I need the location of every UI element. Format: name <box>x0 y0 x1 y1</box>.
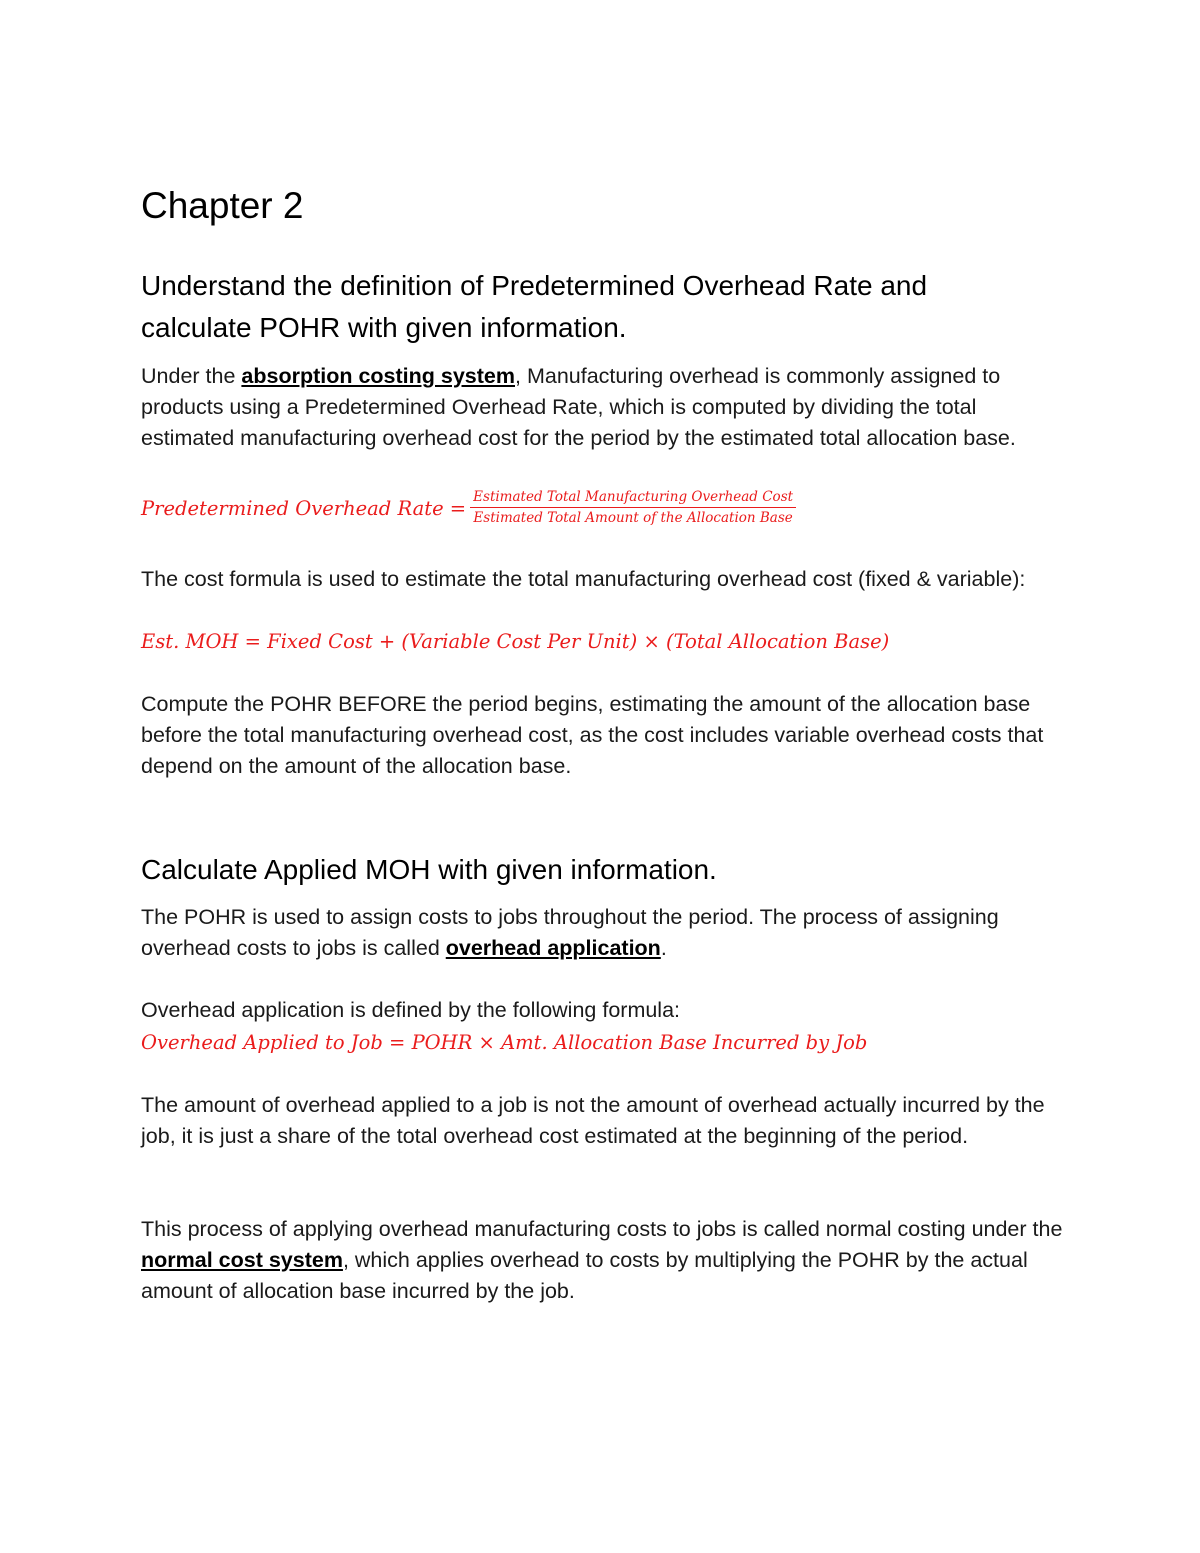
section1-heading <box>141 265 1071 349</box>
section1-paragraph3: Compute the POHR BEFORE the period begins, estimating the amount of the allocation base before the total manufacturing overhead cost, as the cost includes variable overhead costs that depend on the amount of the allocation base. <box>141 692 1044 778</box>
section1-p1-post: , Manufacturing overhead is commonly assigned to products using a Predetermined Overhead Rate, which is computed by dividing the total estimated manufacturing overhead cost for the period by the estimated total allocation base. <box>141 364 1016 450</box>
pohr-formula-numerator: Estimated Total Manufacturing Overhead Cost <box>470 488 796 508</box>
section2-paragraph2: Overhead application is defined by the following formula: <box>141 998 681 1022</box>
pohr-formula-lhs: Predetermined Overhead Rate = <box>141 496 467 520</box>
est-moh-formula: Est. MOH = Fixed Cost + (Variable Cost Per Unit) × (Total Allocation Base) <box>141 630 890 653</box>
section2-p1-pre: The POHR is used to assign costs to jobs throughout the period. The process of assigning overhead costs to jobs is called <box>141 905 999 960</box>
section1-heading-line2: calculate POHR with given information. <box>141 312 627 343</box>
section1-paragraph1 <box>141 361 1071 454</box>
section1-heading-line1: Understand the definition of Predetermined Overhead Rate and <box>141 270 928 301</box>
section2-p4-post: , which applies overhead to costs by multiplying the POHR by the actual amount of allocation base incurred by the job. <box>141 1248 1028 1303</box>
section2-paragraph1 <box>141 902 1071 964</box>
chapter-title: Chapter 2 <box>141 185 304 226</box>
section1-p1-pre: Under the <box>141 364 242 388</box>
pohr-formula-fraction <box>470 488 796 528</box>
section2-p4-pre: This process of applying overhead manufacturing costs to jobs is called normal costing under the <box>141 1217 1063 1241</box>
section1-paragraph2: The cost formula is used to estimate the total manufacturing overhead cost (fixed & variable): <box>141 567 1026 591</box>
pohr-formula-denominator: Estimated Total Amount of the Allocation Base <box>473 510 793 526</box>
section2-paragraph4 <box>141 1214 1071 1307</box>
normal-cost-system-term: normal cost system <box>141 1248 343 1272</box>
overhead-application-term: overhead application <box>445 936 661 960</box>
overhead-applied-formula: Overhead Applied to Job = POHR × Amt. Allocation Base Incurred by Job <box>141 1031 868 1054</box>
section2-paragraph3: The amount of overhead applied to a job is not the amount of overhead actually incurred by the job, it is just a share of the total overhead cost estimated at the beginning of the period. <box>141 1093 1045 1148</box>
absorption-costing-term: absorption costing system <box>241 364 515 388</box>
section2-p1-post: . <box>660 936 667 960</box>
section2-heading: Calculate Applied MOH with given information. <box>141 854 717 885</box>
pohr-formula <box>141 488 796 528</box>
